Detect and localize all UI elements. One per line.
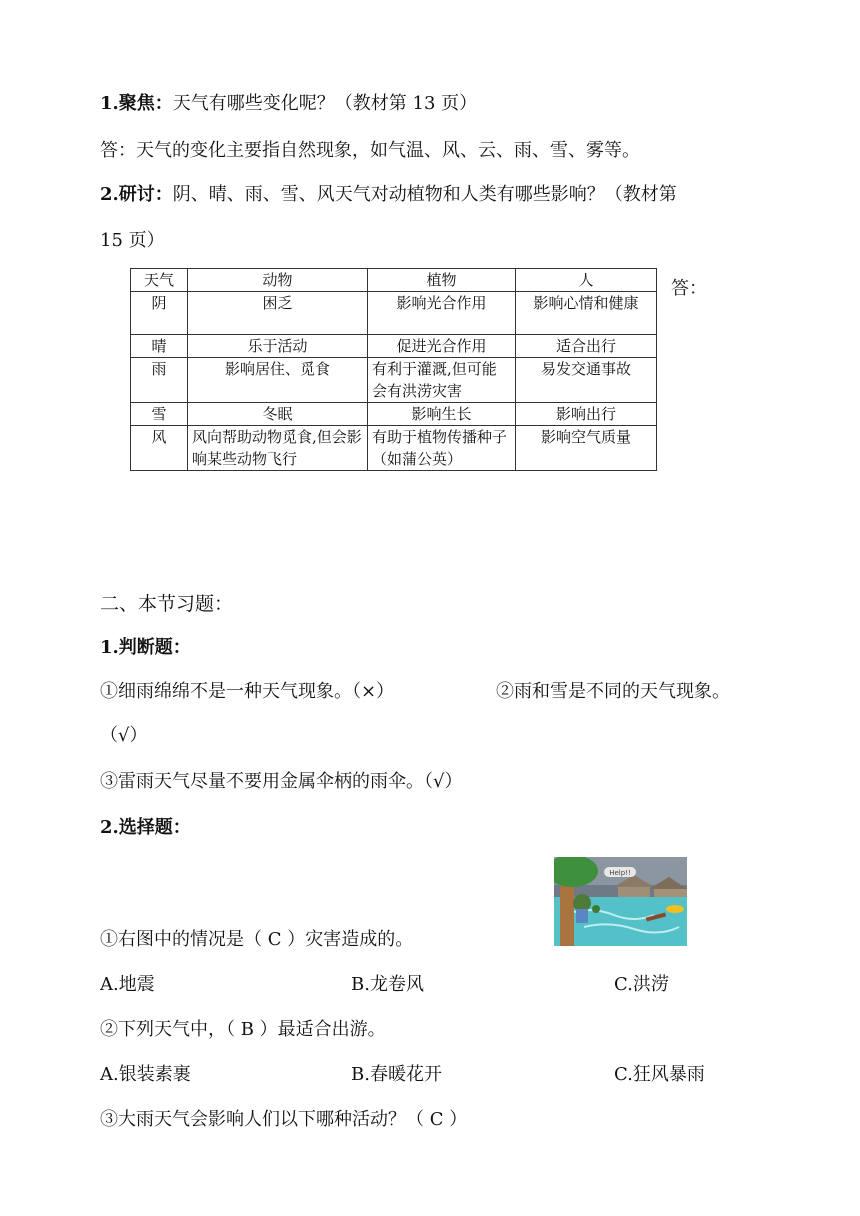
table-cell: 有助于植物传播种子（如蒲公英） <box>368 426 516 471</box>
choice-q1-option-c: C.洪涝 <box>614 974 669 995</box>
choice-q1-option-a: A.地震 <box>100 974 155 995</box>
answer-label: 答： <box>671 278 707 299</box>
table-row <box>131 358 657 403</box>
table-cell: 影响生长 <box>368 403 516 426</box>
table-cell: 乐于活动 <box>188 335 368 358</box>
table-header-cell: 植物 <box>368 269 516 292</box>
table-row <box>131 426 657 471</box>
table-cell: 易发交通事故 <box>516 358 657 403</box>
help-sign-text: Help!! <box>609 869 631 877</box>
table-row <box>131 403 657 426</box>
judge-item-2-mark: （√） <box>100 725 148 746</box>
flood-picture <box>554 857 687 946</box>
judge-title: 1.判断题： <box>100 637 191 658</box>
table-cell: 有利于灌溉,但可能会有洪涝灾害 <box>368 358 516 403</box>
table-header-row <box>131 269 657 292</box>
choice-question-1: ①右图中的情况是（ C ）灾害造成的。 <box>100 929 414 950</box>
choice-q1-option-b: B.龙卷风 <box>351 974 424 995</box>
table-cell: 雪 <box>131 403 188 426</box>
judge-item-2: ②雨和雪是不同的天气现象。 <box>496 681 730 702</box>
question-2-text: 阴、晴、雨、雪、风天气对动植物和人类有哪些影响？（教材第 <box>172 184 677 205</box>
question-1-text: 天气有哪些变化呢？（教材第 13 页） <box>172 93 478 114</box>
table-cell: 冬眠 <box>188 403 368 426</box>
flood-illustration <box>554 857 687 946</box>
question-2-title: 2.研讨： <box>100 184 173 205</box>
table-header-cell: 天气 <box>131 269 188 292</box>
question-2-text-cont: 15 页） <box>100 230 165 251</box>
question-1 <box>100 92 477 116</box>
choice-q2-option-b: B.春暖花开 <box>351 1064 442 1085</box>
table-header-cell: 动物 <box>188 269 368 292</box>
choice-question-2: ②下列天气中，（ B ）最适合出游。 <box>100 1019 386 1040</box>
section-2-heading: 二、本节习题： <box>100 593 234 615</box>
choice-question-3: ③大雨天气会影响人们以下哪种活动？（ C ） <box>100 1109 468 1130</box>
table-cell: 影响空气质量 <box>516 426 657 471</box>
judge-item-1: ①细雨绵绵不是一种天气现象。（×） <box>100 681 395 702</box>
question-2 <box>100 183 677 207</box>
judge-item-3: ③雷雨天气尽量不要用金属伞柄的雨伞。（√） <box>100 771 463 792</box>
table-cell: 影响出行 <box>516 403 657 426</box>
table-cell: 阴 <box>131 292 188 335</box>
weather-impact-table <box>130 268 657 471</box>
table-cell: 晴 <box>131 335 188 358</box>
table-cell: 雨 <box>131 358 188 403</box>
table-cell: 影响心情和健康 <box>516 292 657 335</box>
table-header-cell: 人 <box>516 269 657 292</box>
table-cell: 适合出行 <box>516 335 657 358</box>
question-1-title: 1.聚焦： <box>100 93 173 114</box>
table-row <box>131 292 657 335</box>
table-cell: 影响光合作用 <box>368 292 516 335</box>
table-cell: 促进光合作用 <box>368 335 516 358</box>
table-cell: 风 <box>131 426 188 471</box>
choice-q2-option-c: C.狂风暴雨 <box>614 1064 705 1085</box>
table-cell: 困乏 <box>188 292 368 335</box>
table-cell: 风向帮助动物觅食,但会影响某些动物飞行 <box>188 426 368 471</box>
answer-1: 答：天气的变化主要指自然现象，如气温、风、云、雨、雪、雾等。 <box>100 140 640 161</box>
choice-title: 2.选择题： <box>100 817 191 838</box>
table-cell: 影响居住、觅食 <box>188 358 368 403</box>
table-row <box>131 335 657 358</box>
choice-q2-option-a: A.银装素裹 <box>100 1064 191 1085</box>
